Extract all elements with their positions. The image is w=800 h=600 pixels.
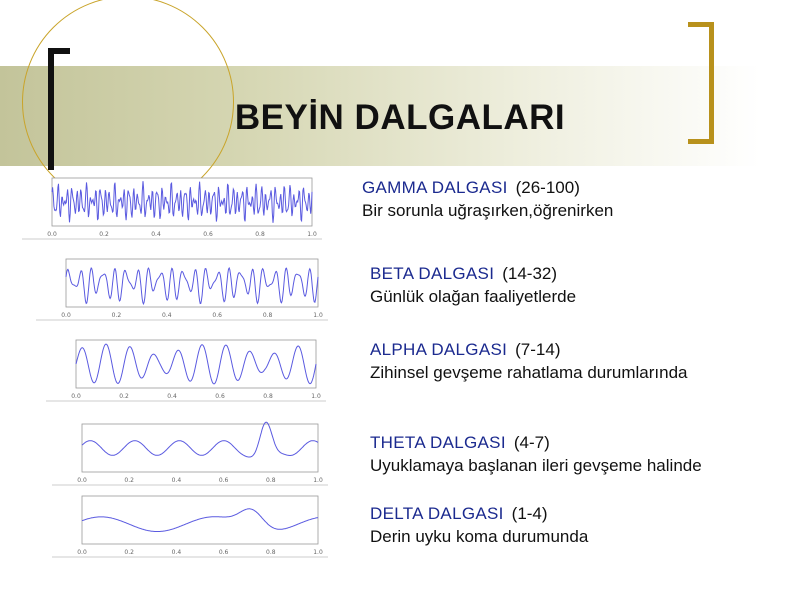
axis-tick-label: 0.8 (263, 393, 273, 400)
wave-name: GAMMA DALGASI (362, 178, 508, 197)
wave-range: (4-7) (513, 433, 550, 452)
axis-tick-label: 0.6 (215, 393, 225, 400)
beta-wave-image (36, 255, 328, 321)
axis-tick-label: 0.8 (262, 312, 273, 319)
delta-wave-plot (52, 492, 328, 558)
axis-tick-label: 0.2 (99, 231, 109, 238)
axis-tick-label: 0.0 (77, 477, 87, 484)
axis-tick-label: 0.4 (171, 477, 182, 484)
axis-tick-label: 0.4 (151, 231, 161, 238)
wave-name: ALPHA DALGASI (370, 340, 508, 359)
wave-range: (7-14) (515, 340, 561, 359)
axis-tick-label: 1.0 (313, 312, 323, 319)
theta-wave-plot (52, 420, 328, 486)
axis-tick-label: 1.0 (313, 477, 323, 484)
axis-tick-label: 0.6 (218, 477, 229, 484)
axis-tick-label: 1.0 (307, 231, 317, 238)
axis-tick-label: 0.8 (255, 231, 265, 238)
alpha-description (370, 338, 688, 384)
alpha-wave-image (46, 336, 326, 402)
wave-description: Derin uyku koma durumunda (370, 527, 589, 546)
axis-tick-label: 0.2 (111, 312, 122, 319)
axis-tick-label: 0.8 (266, 477, 276, 484)
axis-tick-label: 0.2 (119, 393, 129, 400)
axis-tick-label: 0.2 (124, 549, 134, 556)
gamma-wave-image (22, 174, 322, 240)
axis-tick-label: 0.0 (47, 231, 57, 238)
delta-wave-image (52, 492, 328, 558)
theta-description (370, 431, 702, 477)
wave-description: Zihinsel gevşeme rahatlama durumlarında (370, 363, 688, 382)
wave-description: Uyuklamaya başlanan ileri gevşeme halinde (370, 456, 702, 475)
axis-tick-label: 0.2 (124, 477, 134, 484)
axis-tick-label: 0.0 (77, 549, 87, 556)
wave-name: THETA DALGASI (370, 433, 506, 452)
axis-tick-label: 0.6 (212, 312, 222, 319)
beta-description (370, 262, 576, 308)
alpha-wave-plot (46, 336, 326, 402)
gamma-wave-plot (22, 174, 322, 240)
axis-tick-label: 1.0 (311, 393, 321, 400)
wave-description: Günlük olağan faaliyetlerde (370, 287, 577, 306)
delta-description (370, 502, 588, 548)
plot-frame (82, 424, 318, 472)
axis-tick-label: 0.8 (266, 549, 276, 556)
wave-range: (14-32) (502, 264, 558, 283)
axis-tick-label: 0.0 (61, 312, 71, 319)
axis-tick-label: 0.4 (162, 312, 172, 319)
beta-wave-plot (36, 255, 328, 321)
axis-tick-label: 0.4 (167, 393, 177, 400)
axis-tick-label: 0.0 (71, 393, 81, 400)
axis-tick-label: 0.4 (171, 549, 182, 556)
wave-range: (1-4) (511, 504, 548, 523)
gamma-description (362, 176, 613, 222)
axis-tick-label: 1.0 (313, 549, 323, 556)
wave-range: (26-100) (515, 178, 580, 197)
wave-description: Bir sorunla uğraşırken,öğrenirken (362, 201, 614, 220)
wave-name: BETA DALGASI (370, 264, 495, 283)
axis-tick-label: 0.6 (203, 231, 213, 238)
slide-title: BEYİN DALGALARI (234, 98, 566, 137)
theta-wave-image (52, 420, 328, 486)
wave-name: DELTA DALGASI (370, 504, 504, 523)
axis-tick-label: 0.6 (218, 549, 229, 556)
